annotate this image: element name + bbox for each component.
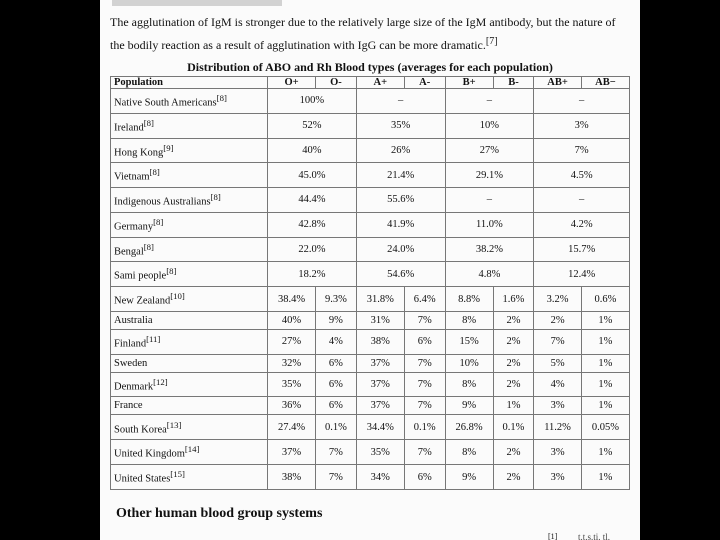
value-cell: 0.1% — [493, 415, 534, 440]
column-header-population: Population — [111, 77, 268, 89]
value-cell: 7% — [404, 397, 445, 415]
population-cell — [111, 397, 268, 415]
population-cell — [111, 372, 268, 397]
column-header-b-pos: B+ — [445, 77, 493, 89]
population-name: Hong Kong — [114, 147, 164, 159]
population-name: Native South Americans — [114, 97, 217, 109]
value-cell: 26.8% — [445, 415, 493, 440]
population-name: Ireland — [114, 122, 144, 134]
citation-link[interactable]: [8] — [210, 192, 221, 203]
value-cell: 7% — [404, 440, 445, 465]
value-cell: 15% — [445, 329, 493, 354]
value-cell: 7% — [404, 372, 445, 397]
value-cell: 31.8% — [356, 287, 404, 312]
column-header-a-neg: A- — [404, 77, 445, 89]
table-row — [111, 262, 630, 287]
value-cell: 8% — [445, 440, 493, 465]
value-cell: 26% — [356, 138, 445, 163]
population-name: Indigenous Australians — [114, 196, 211, 208]
value-cell: 4.5% — [534, 163, 630, 188]
population-name: United States — [114, 473, 171, 485]
table-caption: Distribution of ABO and Rh Blood types (averages for each population) — [187, 60, 553, 74]
cut-off-text-line — [112, 0, 282, 6]
value-cell: 1% — [581, 329, 629, 354]
value-cell: 37% — [356, 372, 404, 397]
citation-link[interactable]: [12] — [153, 376, 168, 387]
population-name: Bengal — [114, 246, 144, 258]
value-cell: 44.4% — [268, 188, 357, 213]
value-cell: 7% — [316, 465, 357, 490]
value-cell: 0.05% — [581, 415, 629, 440]
blood-type-table — [110, 76, 630, 490]
table-row — [111, 415, 630, 440]
value-cell: 9% — [445, 465, 493, 490]
value-cell: 41.9% — [356, 212, 445, 237]
population-cell — [111, 287, 268, 312]
value-cell: 38% — [356, 329, 404, 354]
population-name: Finland — [114, 338, 147, 350]
value-cell: – — [445, 188, 534, 213]
value-cell: 2% — [493, 354, 534, 372]
value-cell: 38.4% — [268, 287, 316, 312]
value-cell: 2% — [493, 311, 534, 329]
table-row — [111, 440, 630, 465]
table-row — [111, 329, 630, 354]
table-row — [111, 354, 630, 372]
population-cell — [111, 113, 268, 138]
value-cell: – — [534, 188, 630, 213]
value-cell: 2% — [534, 311, 582, 329]
value-cell: 0.6% — [581, 287, 629, 312]
population-name: Sweden — [114, 357, 148, 369]
table-row — [111, 372, 630, 397]
value-cell: 10% — [445, 354, 493, 372]
population-cell — [111, 465, 268, 490]
value-cell: – — [445, 89, 534, 114]
value-cell: 10% — [445, 113, 534, 138]
table-row — [111, 188, 630, 213]
value-cell: 2% — [493, 440, 534, 465]
value-cell: 3% — [534, 465, 582, 490]
table-row — [111, 212, 630, 237]
citation-link[interactable]: [8] — [143, 117, 154, 128]
value-cell: 15.7% — [534, 237, 630, 262]
value-cell: – — [534, 89, 630, 114]
footer-fragment-text: t.t.s.ti. tl. — [578, 532, 611, 540]
table-row — [111, 311, 630, 329]
value-cell: 45.0% — [268, 163, 357, 188]
value-cell: 6% — [316, 397, 357, 415]
value-cell: 1% — [493, 397, 534, 415]
value-cell: 5% — [534, 354, 582, 372]
value-cell: 1% — [581, 465, 629, 490]
value-cell: 52% — [268, 113, 357, 138]
value-cell: 2% — [493, 465, 534, 490]
population-name: Sami people — [114, 270, 167, 282]
value-cell: 3.2% — [534, 287, 582, 312]
population-name: United Kingdom — [114, 448, 185, 460]
table-body — [111, 89, 630, 490]
citation-link[interactable]: [14] — [184, 444, 200, 455]
population-cell — [111, 188, 268, 213]
value-cell: 37% — [356, 354, 404, 372]
intro-text: The agglutination of IgM is stronger due to the relatively large size of the IgM antibody, but the nature of the bodily reaction as a result of agglutination with IgG can be more dramatic. — [110, 15, 616, 52]
value-cell: 27% — [268, 329, 316, 354]
column-header-o-pos: O+ — [268, 77, 316, 89]
value-cell: 3% — [534, 440, 582, 465]
value-cell: 54.6% — [356, 262, 445, 287]
population-cell — [111, 415, 268, 440]
value-cell: 0.1% — [316, 415, 357, 440]
value-cell: 38.2% — [445, 237, 534, 262]
value-cell: 55.6% — [356, 188, 445, 213]
value-cell: 38% — [268, 465, 316, 490]
column-header-a-pos: A+ — [356, 77, 404, 89]
value-cell: 24.0% — [356, 237, 445, 262]
table-row — [111, 138, 630, 163]
column-header-o-neg: O- — [316, 77, 357, 89]
population-name: South Korea — [114, 424, 167, 436]
value-cell: 34% — [356, 465, 404, 490]
population-cell — [111, 212, 268, 237]
value-cell: 1% — [581, 397, 629, 415]
value-cell: 9.3% — [316, 287, 357, 312]
population-cell — [111, 311, 268, 329]
value-cell: 7% — [404, 354, 445, 372]
intro-ref[interactable]: [7] — [485, 36, 498, 47]
value-cell: 11.2% — [534, 415, 582, 440]
value-cell: 4% — [316, 329, 357, 354]
value-cell: 29.1% — [445, 163, 534, 188]
citation-link[interactable]: [8] — [143, 241, 154, 252]
citation-link[interactable]: [15] — [170, 469, 185, 480]
population-name: Germany — [114, 221, 154, 233]
value-cell: 7% — [404, 311, 445, 329]
population-name: Vietnam — [114, 171, 150, 183]
population-cell — [111, 440, 268, 465]
footer-ref[interactable]: [1] — [548, 532, 558, 540]
value-cell: 1% — [581, 440, 629, 465]
population-cell — [111, 237, 268, 262]
value-cell: 100% — [268, 89, 357, 114]
value-cell: 37% — [268, 440, 316, 465]
value-cell: 2% — [493, 372, 534, 397]
citation-link[interactable]: [8] — [216, 93, 227, 104]
value-cell: 1% — [581, 372, 629, 397]
value-cell: 37% — [356, 397, 404, 415]
section-heading: Other human blood group systems — [116, 506, 323, 521]
value-cell: 11.0% — [445, 212, 534, 237]
population-cell — [111, 354, 268, 372]
column-header-ab-neg: AB− — [581, 77, 629, 89]
citation-link[interactable]: [13] — [166, 419, 182, 430]
value-cell: 7% — [534, 329, 582, 354]
value-cell: 4% — [534, 372, 582, 397]
population-cell — [111, 138, 268, 163]
value-cell: 3% — [534, 113, 630, 138]
value-cell: 0.1% — [404, 415, 445, 440]
value-cell: 6% — [316, 354, 357, 372]
population-name: France — [114, 400, 143, 412]
value-cell: 32% — [268, 354, 316, 372]
value-cell: 8% — [445, 372, 493, 397]
value-cell: 6% — [316, 372, 357, 397]
value-cell: 18.2% — [268, 262, 357, 287]
value-cell: 22.0% — [268, 237, 357, 262]
value-cell: 7% — [316, 440, 357, 465]
value-cell: 36% — [268, 397, 316, 415]
population-cell — [111, 89, 268, 114]
value-cell: 40% — [268, 311, 316, 329]
value-cell: 9% — [445, 397, 493, 415]
citation-link[interactable]: [8] — [149, 167, 160, 178]
value-cell: 1% — [581, 354, 629, 372]
value-cell: 7% — [534, 138, 630, 163]
citation-link[interactable]: [8] — [153, 216, 164, 227]
value-cell: 2% — [493, 329, 534, 354]
population-cell — [111, 163, 268, 188]
table-row — [111, 397, 630, 415]
value-cell: 35% — [356, 113, 445, 138]
value-cell: 6% — [404, 329, 445, 354]
value-cell: 40% — [268, 138, 357, 163]
intro-paragraph — [110, 12, 630, 55]
document-page — [100, 0, 640, 540]
citation-link[interactable]: [8] — [166, 266, 177, 277]
value-cell: 6% — [404, 465, 445, 490]
value-cell: 35% — [356, 440, 404, 465]
value-cell: 34.4% — [356, 415, 404, 440]
value-cell: 8% — [445, 311, 493, 329]
table-row — [111, 465, 630, 490]
table-row — [111, 237, 630, 262]
value-cell: 4.8% — [445, 262, 534, 287]
value-cell: – — [356, 89, 445, 114]
table-row — [111, 163, 630, 188]
value-cell: 8.8% — [445, 287, 493, 312]
value-cell: 35% — [268, 372, 316, 397]
table-row — [111, 113, 630, 138]
citation-link[interactable]: [11] — [146, 334, 161, 345]
value-cell: 27% — [445, 138, 534, 163]
value-cell: 31% — [356, 311, 404, 329]
value-cell: 1% — [581, 311, 629, 329]
column-header-ab-pos: AB+ — [534, 77, 582, 89]
table-header-row — [111, 77, 630, 89]
value-cell: 3% — [534, 397, 582, 415]
value-cell: 4.2% — [534, 212, 630, 237]
population-name: New Zealand — [114, 295, 171, 307]
value-cell: 27.4% — [268, 415, 316, 440]
population-name: Australia — [114, 314, 153, 326]
value-cell: 1.6% — [493, 287, 534, 312]
table-row — [111, 89, 630, 114]
population-cell — [111, 329, 268, 354]
value-cell: 6.4% — [404, 287, 445, 312]
table-row — [111, 287, 630, 312]
citation-link[interactable]: [9] — [163, 142, 174, 153]
citation-link[interactable]: [10] — [170, 291, 185, 302]
value-cell: 42.8% — [268, 212, 357, 237]
population-name: Denmark — [114, 381, 154, 393]
population-cell — [111, 262, 268, 287]
value-cell: 21.4% — [356, 163, 445, 188]
value-cell: 12.4% — [534, 262, 630, 287]
column-header-b-neg: B- — [493, 77, 534, 89]
value-cell: 9% — [316, 311, 357, 329]
